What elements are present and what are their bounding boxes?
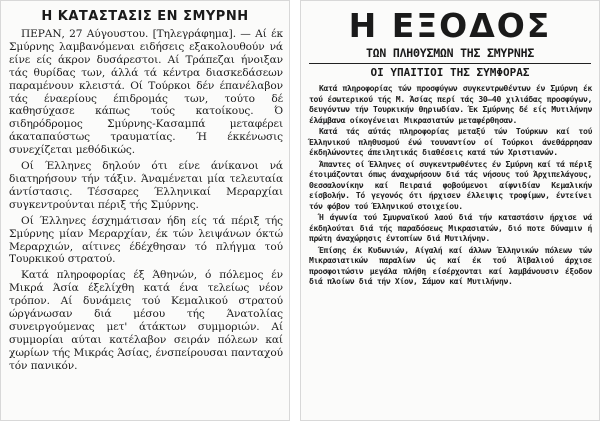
right-article-subheading: ΟΙ ΥΠΑΙΤΙΟΙ ΤΗΣ ΣΥΜΦΟΡΑΣ (370, 66, 530, 79)
divider-rule (309, 63, 591, 64)
left-article-body (1, 28, 289, 373)
left-paragraph: Οί Έλληνες έσχημάτισαν ήδη είς τά πέριξ τής Σμύρνης μίαν Μεραρχίαν, έκ τών λειψάνων όκτώ Μεραρχιών, αίτινες έδέχθησαν τό πλήγμα τού Τουρκικού στρατού. (9, 214, 283, 266)
right-article-subtitle: ΤΩΝ ΠΛΗΘΥΣΜΩΝ ΤΗΣ ΣΜΥΡΝΗΣ (365, 46, 535, 60)
left-paragraph: Κατά πληροφορίας έξ Άθηνών, ό πόλεμος έν Μικρά Άσία έξελίχθη κατά ένα τελείως νέον τρόπον. Αί δυνάμεις τού Κεμαλικού στρατού ώργάνωσαν διά μέσου τής Άνατολίας συνειργούμενας μετ' άτάκτων συμμοριών. Αί συμμορίαι αύται κατέλαβον σειράν πόλεων καί χωρίων τής Μικράς Άσίας, ένσπείρουσαι πανταχού τόν πανικόν. (9, 269, 283, 372)
right-paragraph: Κατά τάς αύτάς πληροφορίας μεταξύ τών Τούρκων καί τού Έλληνικού πληθυσμού ένώ τουναντίον οί Τούρκοι άνεθάρρησαν έκδηλώνοντες άπειλητικάς διαθέσεις κατά τών Χριστιανών. (309, 126, 592, 157)
left-article-headline: Η ΚΑΤΑΣΤΑΣΙΣ ΕΝ ΣΜΥΡΝΗ (41, 9, 249, 24)
right-paragraph: Άπαντες οί Έλληνες οί συγκεντρωθέντες έν Σμύρνη καί τά πέριξ έτοιμάζονται όπως άναχωρήσουν διά τάς νήσους τού Άρχιπελάγους, Θεσσαλονίκην καί Πειραιά φοβούμενοι αίφνιδίαν Κεμαλικήν είσβολήν. Τό γεγονός ότι ήρχισεν έλλειψις τροφίμων, έντείνει τόν φόβον τού Έλληνικού στοιχείου. (309, 158, 592, 211)
right-article-title: Η ΕΞΟΔΟΣ (348, 6, 552, 45)
right-paragraph: Ή άγωνία τού Σμυρναϊκού λαού διά τήν καταστάσιν ήρχισε νά έκδηλούται διά τής παραδόσεως Μικρασιατών, διό ποτε δύναμιν ή πρώτη άναχώρησις έντοπίων διά Μυτιλήνην. (309, 212, 592, 243)
left-paragraph: ΠΕΡΑΝ, 27 Αύγουστου. [Τηλεγράφημα]. — Αί έκ Σμύρνης λαμβανόμεναι ειδήσεις εξακολουθούν νά είνε είς άκρον δυσάρεστοι. Αί Τράπεζαι ήνοιξαν τάς θυρίδας των, άλλά τά κέντρα διασκεδάσεων παραμένουν κλειστά. Οί Τούρκοι δέν έπανέλαβον τάς έναερίους έπιδρομάς των, τούτο δέ καθησύχασε κάπως τούς κατοίκους. Ό σιδηρόδρομος Σμύρνης-Κασαμπά μεταφέρει άκαταπαύστως τραυματίας. Ή έκκένωσις συνεχίζεται μεθόδικώς. (9, 28, 283, 157)
left-paragraph: Οί Έλληνες δηλούν ότι είνε άνίκανοι νά διατηρήσουν τήν τάξιν. Άναμένεται μία τελευταία άντίστασις. Τέσσαρες Έλληνικαί Μεραρχίαι συγκεντρούνται πέριξ τής Σμύρνης. (9, 160, 283, 211)
right-article-clipping (300, 0, 600, 421)
right-paragraph: Κατά πληροφορίας τών προσφύγων συγκεντρωθέντων έν Σμύρνη έκ τού έσωτερικού τής Μ. Άσίας περί τάς 30—40 χιλιάδας προσφύγων, δευγόντων τήν Τουρκικήν θηριωδίαν. Έκ Σμύρνης δέ είς Μυτιλήνην έλάμβανα οίκογένειαι Μικρασιατών μεταφέρθησαν. (309, 83, 592, 125)
right-paragraph: Έπίσης έκ Κυδωνιών, Αίγαλή καί άλλων Έλληνικών πόλεων τών Μικρασιατικών παραλίων ώς καί έκ τού Άϊβαλιού άρχισε προσφοιτώσιν μεγάλα πλήθη είσέρχονται καί λαμβάνουσιν έξοδον διά πλοίων διά τήν Χίον, Σάμον καί Μυτιλήνην. (309, 244, 592, 286)
left-article-clipping (0, 0, 290, 421)
right-article-body (301, 83, 599, 287)
